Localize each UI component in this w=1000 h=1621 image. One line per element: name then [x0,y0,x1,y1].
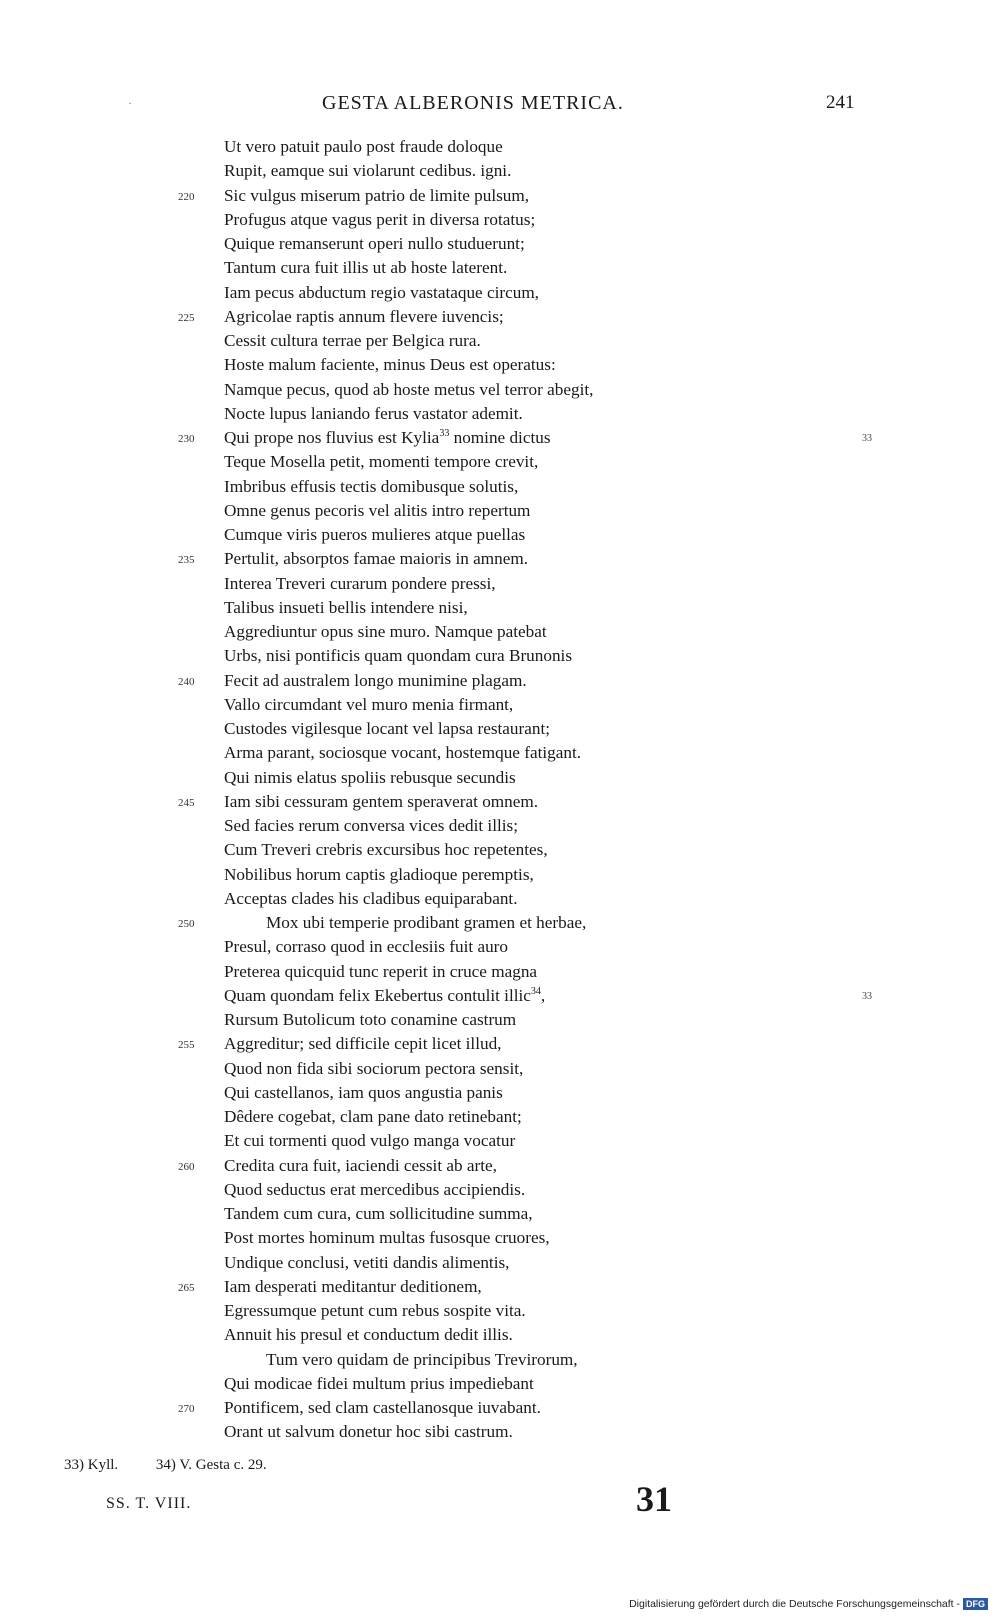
verse-line [0,501,1000,525]
verse-text: Orant ut salvum donetur hoc sibi castrum. [224,1422,513,1442]
verse-text: Vallo circumdant vel muro menia firmant, [224,694,514,714]
verse-line [0,1253,1000,1277]
verse-text: Iam desperati meditantur deditionem, [224,1276,482,1296]
verse-text: Sed facies rerum conversa vices dedit illis; [224,816,519,835]
verse-line [0,1398,1000,1422]
verse-line [0,1010,1000,1034]
line-number: 220 [178,190,195,203]
line-number: 265 [178,1281,195,1294]
verse-text: Quod non fida sibi sociorum pectora sensit, [224,1058,524,1078]
verse-line [0,1204,1000,1228]
line-number: 270 [178,1403,195,1415]
verse-line [0,816,1000,840]
running-title: GESTA ALBERONIS METRICA. [322,92,624,114]
verse-line [0,1228,1000,1252]
verse-line [0,186,1000,210]
verse-text: Sic vulgus miserum patrio de limite pulsum, [224,185,530,205]
verse-line [0,210,1000,234]
verse-line [0,913,1000,937]
verse-text: Agricolae raptis annum flevere iuvencis; [224,306,504,326]
verse-line [0,768,1000,792]
verse-text: Hoste malum faciente, minus Deus est operatus: [224,355,556,375]
margin-note: 33 [862,990,872,1002]
verse-line [0,671,1000,695]
verse-text: Rupit, eamque sui violarunt cedibus. igni. [224,161,512,181]
verse-line [0,1180,1000,1204]
footnote-ref: 33 [439,428,450,439]
verse-text: Qui modicae fidei multum prius impediebant [224,1373,534,1393]
verse-line [0,1034,1000,1058]
verse-line [0,355,1000,379]
verse-text: Tum vero quidam de principibus Trevirorum, [266,1349,578,1369]
verse-line [0,428,1000,452]
verse-text: Et cui tormenti quod vulgo manga vocatur [224,1131,516,1151]
line-number: 225 [178,311,195,324]
poem-text [0,137,1000,1447]
verse-line [0,574,1000,598]
verse-text: Interea Treveri curarum pondere pressi, [224,573,496,593]
verse-line [0,477,1000,501]
page-header [0,92,1000,122]
verse-text: Aggreditur; sed difficile cepit licet illud, [224,1034,502,1054]
verse-text: Teque Mosella petit, momenti tempore crevit, [224,452,539,472]
verse-text: Omne genus pecoris vel alitis intro repertum [224,500,531,520]
verse-text: Dêdere cogebat, clam pane dato retinebant; [224,1107,522,1126]
dfg-logo: DFG [963,1598,988,1610]
verse-text: Profugus atque vagus perit in diversa rotatus; [224,209,536,229]
verse-line [0,598,1000,622]
verse-text: Credita cura fuit, iaciendi cessit ab arte, [224,1155,497,1175]
verse-text: Tandem cum cura, cum sollicitudine summa, [224,1204,533,1223]
verse-text: Cessit cultura terrae per Belgica rura. [224,331,481,350]
line-number: 260 [178,1160,195,1173]
verse-text: Pontificem, sed clam castellanosque iuvabant. [224,1398,541,1417]
footnote-34: 34) V. Gesta c. 29. [155,1457,267,1473]
verse-line [0,1059,1000,1083]
verse-text: Imbribus effusis tectis domibusque solutis, [224,476,519,496]
verse-line [0,1422,1000,1446]
verse-line [0,937,1000,961]
verse-text: Tantum cura fuit illis ut ab hoste laterent. [224,258,508,278]
verse-text: Mox ubi temperie prodibant gramen et herbae, [266,913,587,932]
verse-text: Urbs, nisi pontificis quam quondam cura Brunonis [224,646,573,666]
footnotes [64,1457,301,1474]
verse-line [0,840,1000,864]
volume-signature: SS. T. VIII. [106,1495,192,1512]
header-mark: · [128,96,132,110]
verse-line [0,743,1000,767]
verse-line [0,719,1000,743]
verse-line [0,1301,1000,1325]
verse-text: Cumque viris pueros mulieres atque puellas [224,525,526,544]
verse-line [0,404,1000,428]
verse-text: Quam quondam felix Ekebertus contulit illic$^{34}$, [224,985,546,1005]
verse-line [0,525,1000,549]
digitization-credit [629,1598,988,1610]
verse-text: Undique conclusi, vetiti dandis alimentis, [224,1252,510,1272]
line-number: 255 [178,1039,195,1052]
credit-text: Digitalisierung gefördert durch die Deutsche Forschungsgemeinschaft - [629,1598,960,1610]
verse-text: Nocte lupus laniando ferus vastator ademit. [224,403,523,423]
verse-text: Aggrediuntur opus sine muro. Namque patebat [224,622,547,641]
verse-text: Pertulit, absorptos famae maioris in amnem. [224,549,529,569]
verse-line [0,622,1000,646]
verse-line [0,137,1000,161]
verse-text: Qui prope nos fluvius est Kylia$^{33}$ nomine dictus [224,428,551,447]
verse-line [0,331,1000,355]
verse-text: Fecit ad australem longo munimine plagam. [224,670,527,690]
line-number: 245 [178,796,195,809]
verse-line [0,865,1000,889]
line-number: 240 [178,675,195,688]
verse-line [0,1131,1000,1155]
verse-line [0,549,1000,573]
verse-text: Iam sibi cessuram gentem speraverat omnem. [224,791,539,811]
verse-line [0,161,1000,185]
verse-line [0,234,1000,258]
verse-line [0,646,1000,670]
verse-text: Quod seductus erat mercedibus accipiendis. [224,1179,526,1199]
verse-line [0,307,1000,331]
verse-text: Iam pecus abductum regio vastataque circum, [224,282,539,302]
line-number: 250 [178,918,195,930]
verse-text: Arma parant, sociosque vocant, hostemque fatigant. [224,743,582,763]
verse-text: Namque pecus, quod ab hoste metus vel terror abegit, [224,379,594,399]
verse-line [0,695,1000,719]
verse-line [0,1350,1000,1374]
verse-text: Egressumque petunt cum rebus sospite vita. [224,1301,526,1320]
verse-line [0,962,1000,986]
verse-line [0,1083,1000,1107]
verse-line [0,1374,1000,1398]
verse-text: Qui castellanos, iam quos angustia panis [224,1082,503,1102]
line-number: 230 [178,433,195,445]
verse-text: Cum Treveri crebris excursibus hoc repetentes, [224,840,548,860]
verse-line [0,1277,1000,1301]
verse-line [0,258,1000,282]
verse-line [0,452,1000,476]
footnote-ref: 34 [530,985,541,997]
verse-line [0,792,1000,816]
verse-text: Quique remanserunt operi nullo studuerunt; [224,234,525,253]
sheet-number: 31 [636,1479,672,1519]
verse-text: Rursum Butolicum toto conamine castrum [224,1010,517,1029]
verse-text: Qui nimis elatus spoliis rebusque secundis [224,767,516,787]
verse-line [0,283,1000,307]
verse-line [0,380,1000,404]
verse-line [0,986,1000,1010]
verse-text: Post mortes hominum multas fusosque cruores, [224,1228,550,1248]
verse-text: Nobilibus horum captis gladioque peremptis, [224,864,534,884]
verse-text: Ut vero patuit paulo post fraude doloque [224,137,503,156]
verse-text: Annuit his presul et conductum dedit illis. [224,1325,513,1345]
verse-line [0,1107,1000,1131]
verse-text: Preterea quicquid tunc reperit in cruce magna [224,961,538,981]
margin-note: 33 [862,433,872,444]
verse-text: Acceptas clades his cladibus equiparabant. [224,888,518,908]
verse-line [0,889,1000,913]
line-number: 235 [178,554,195,567]
verse-line [0,1156,1000,1180]
verse-text: Talibus insueti bellis intendere nisi, [224,597,468,617]
footnote-33: 33) Kyll. [64,1457,119,1473]
verse-line [0,1325,1000,1349]
page-number: 241 [826,92,855,113]
verse-text: Custodes vigilesque locant vel lapsa restaurant; [224,719,551,738]
verse-text: Presul, corraso quod in ecclesiis fuit auro [224,937,508,957]
